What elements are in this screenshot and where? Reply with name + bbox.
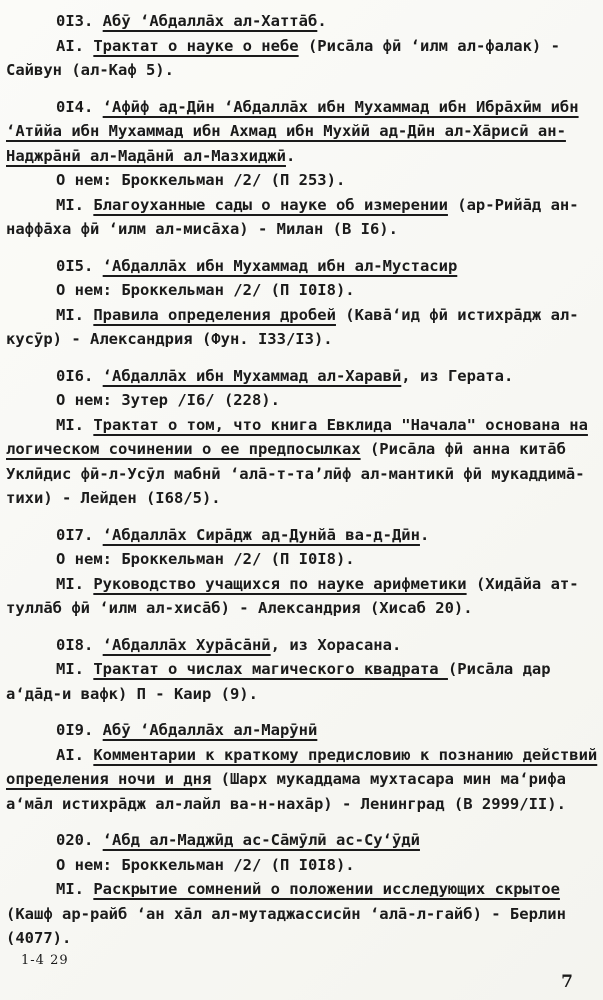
text-segment: а‘да̄д-и вафк) П - Каир (9).	[6, 684, 258, 703]
text-line	[6, 58, 597, 83]
text-segment: АI.	[56, 745, 94, 764]
bibliography-list	[6, 9, 597, 951]
text-segment: (Риса̄ла фӣ ‘илм ал-фалак) -	[298, 36, 560, 55]
text-segment: (Кава̄‘ид фӣ истихра̄дж ал-	[335, 305, 579, 324]
text-line	[6, 437, 597, 462]
text-line	[6, 926, 597, 951]
underlined-text: ‘Абдалла̄х ибн Мухаммад ал-Харавӣ	[102, 366, 402, 385]
text-segment: (Хида̄йа ат-	[466, 574, 579, 593]
text-line	[6, 828, 597, 853]
text-line	[6, 254, 597, 279]
text-line	[6, 9, 597, 34]
underlined-text: Трактат о том, что книга Евклида "Начала" основана на	[93, 415, 588, 434]
text-line	[6, 144, 597, 169]
text-line	[6, 572, 597, 597]
text-segment: тулла̄б фӣ ‘илм ал-хиса̄б) - Александрия (Хисаб 20).	[6, 599, 473, 617]
text-segment: МI.	[56, 305, 94, 324]
text-line	[6, 718, 597, 743]
text-segment: АI.	[56, 36, 94, 55]
text-line	[6, 633, 597, 658]
catalog-entry	[6, 364, 597, 511]
catalog-entry	[6, 523, 597, 621]
page-number: 7	[561, 971, 573, 992]
underlined-text: ‘Абдалла̄х Сира̄дж ад-Дунйа̄ ва-д-Дӣн	[102, 525, 420, 544]
text-segment: 0I8.	[56, 635, 103, 654]
underlined-text: определения ночи и дня	[6, 770, 212, 788]
text-segment: .	[317, 12, 327, 30]
text-line	[6, 462, 597, 487]
underlined-text: Абӯ ‘Абдалла̄х ал-Марӯнӣ	[102, 721, 318, 739]
text-line	[6, 853, 597, 878]
text-line	[6, 486, 597, 511]
text-line	[6, 413, 597, 438]
text-segment: 0I7.	[56, 525, 103, 544]
text-segment: (ар-Рийа̄д ан-	[447, 195, 579, 214]
text-line	[6, 34, 597, 59]
text-segment: (Риса̄ла дар	[447, 660, 551, 678]
print-signature: 1-4 29	[21, 952, 69, 968]
text-segment: кусӯр) - Александрия (Фун. I33/I3).	[6, 330, 333, 348]
text-segment: тихи) - Лейден (I68/5).	[6, 489, 221, 507]
text-segment: О нем: Зутер /I6/ (228).	[56, 391, 280, 409]
text-segment: МI.	[56, 415, 94, 434]
underlined-text: логическом сочинении о ее предпосылках	[6, 440, 361, 458]
text-segment: 0I9.	[56, 721, 103, 739]
underlined-text: Трактат о науке о небе	[93, 36, 299, 55]
text-line	[6, 327, 597, 352]
underlined-text: ‘Афӣф ад-Дӣн ‘Абдалла̄х ибн Мухаммад ибн Ибра̄хӣм ибн	[102, 97, 579, 116]
underlined-text: Руководство учащихся по науке арифметики	[93, 574, 467, 593]
text-segment: наффа̄ха фӣ ‘илм ал-миса̄ха) - Милан (В I6).	[6, 220, 398, 238]
underlined-text: ‘Абд ал-Маджӣд ас-Са̄мӯлӣ ас-Су‘ӯдӣ	[102, 831, 420, 849]
text-line	[6, 877, 597, 902]
text-segment: О нем: Броккельман /2/ (П I0I8).	[56, 281, 355, 299]
text-line	[6, 278, 597, 303]
text-line	[6, 217, 597, 242]
text-line	[6, 193, 597, 218]
text-segment: .	[285, 146, 296, 165]
underlined-text: ‘Атӣйа ибн Мухаммад ибн Ахмад ибн Мухйӣ ад-Дӣн ал-Ха̄рисӣ ан-	[6, 122, 566, 140]
text-line	[6, 95, 597, 120]
text-segment: МI.	[56, 660, 94, 678]
text-line	[6, 743, 597, 768]
text-segment: , из Герата.	[401, 366, 514, 385]
text-line	[6, 303, 597, 328]
text-segment: 0I6.	[56, 366, 103, 385]
text-segment: О нем: Броккельман /2/ (П I0I8).	[56, 855, 355, 874]
text-line	[6, 119, 597, 144]
text-segment: а‘ма̄л истихра̄дж ал-лайл ва-н-наха̄р) - Ленинград (В 2999/II).	[6, 794, 566, 813]
text-line	[6, 364, 597, 389]
catalog-entry	[6, 95, 597, 242]
text-segment: 020.	[56, 831, 103, 849]
catalog-entry	[6, 718, 597, 816]
text-segment: .	[419, 525, 430, 544]
text-segment: О нем: Броккельман /2/ (П 253).	[56, 171, 346, 189]
text-segment: О нем: Броккельман /2/ (П I0I8).	[56, 550, 355, 568]
text-segment: (Кашф ар-райб ‘ан ха̄л ал-мутаджассисӣн ‘ала̄-л-гайб) - Берлин	[6, 904, 566, 923]
underlined-text: ‘Абдалла̄х ибн Мухаммад ибн ал-Мустасир	[102, 256, 458, 275]
catalog-entry	[6, 9, 597, 83]
underlined-text: Комментарии к краткому предисловию к познанию действий	[93, 745, 598, 764]
catalog-entry	[6, 828, 597, 951]
underlined-text: Правила определения дробей	[93, 305, 336, 324]
text-line	[6, 767, 597, 792]
text-segment: МI.	[56, 880, 94, 898]
text-segment: Сайвун (ал-Каф 5).	[6, 61, 174, 79]
catalog-entry	[6, 254, 597, 352]
text-segment: (4077).	[6, 929, 72, 947]
text-segment: (Шарх мукаддама мухтасара мин ма‘рифа	[211, 770, 566, 788]
catalog-entry	[6, 633, 597, 707]
text-segment: (Риса̄ла фӣ анна кита̄б	[360, 440, 566, 458]
underlined-text: Раскрытие сомнений о положении исследующих скрытое	[93, 880, 560, 898]
underlined-text: ‘Абдалла̄х Хура̄са̄нӣ	[102, 635, 271, 654]
text-line	[6, 168, 597, 193]
underlined-text: Трактат о числах магического квадрата	[93, 660, 448, 678]
text-line	[6, 792, 597, 817]
underlined-text: Благоуханные сады о науке об измерении	[93, 195, 448, 214]
text-line	[6, 523, 597, 548]
text-segment: , из Хорасана.	[270, 635, 402, 654]
text-segment: 0I3.	[56, 12, 103, 30]
text-line	[6, 682, 597, 707]
text-segment: МI.	[56, 195, 94, 214]
text-line	[6, 902, 597, 927]
text-line	[6, 388, 597, 413]
underlined-text: Абӯ ‘Абдалла̄х ал-Хатта̄б	[102, 12, 318, 30]
text-segment: МI.	[56, 574, 94, 593]
text-segment: 0I4.	[56, 97, 103, 116]
text-segment: Уклӣдис фӣ-л-Усӯл мабнӣ ‘ала̄-т-та’лӣф ал-мантикӣ фӣ мукаддима̄-	[6, 464, 585, 483]
text-line	[6, 596, 597, 621]
text-line	[6, 547, 597, 572]
text-segment: 0I5.	[56, 256, 103, 275]
text-line	[6, 657, 597, 682]
underlined-text: Наджра̄нӣ ал-Мада̄нӣ ал-Мазхиджӣ	[6, 146, 286, 165]
